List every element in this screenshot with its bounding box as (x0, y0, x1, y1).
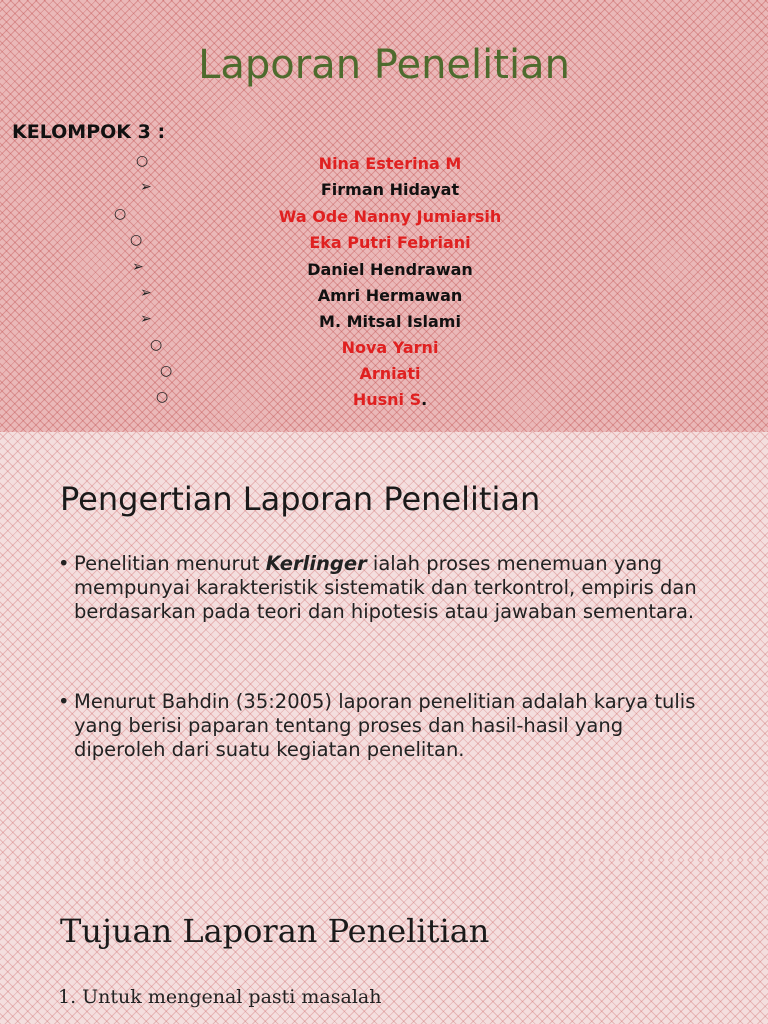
member-name: Eka Putri Febriani (309, 233, 471, 252)
slide-title: Tujuan Laporan Penelitian (60, 912, 490, 950)
slide-title: Laporan Penelitian (198, 42, 570, 88)
slide-group-members (0, 0, 768, 432)
arrow-bullet-icon: ➢ (140, 311, 152, 327)
paragraph-text: Menurut Bahdin (35:2005) laporan penelitian adalah karya tulis yang berisi paparan tentang proses dan hasil-hasil yang diperoleh dari suatu kegiatan penelitan. (74, 690, 696, 761)
member-row (0, 308, 768, 334)
member-name: Firman Hidayat (320, 180, 460, 199)
member-name: Arniati (359, 364, 421, 383)
circle-bullet-icon: ○ (114, 206, 127, 222)
paragraph-bahdin (58, 690, 718, 762)
member-name: M. Mitsal Islami (319, 312, 461, 331)
circle-bullet-icon: ○ (136, 153, 149, 169)
member-name: Husni S. (352, 390, 428, 409)
paragraph-text: Penelitian menurut Kerlinger ialah proses menemuan yang mempunyai karakteristik sistematik dan terkontrol, empiris dan berdasarkan pada teori dan hipotesis atau jawaban sementara. (74, 552, 697, 623)
numbered-item: 1. Untuk mengenal pasti masalah (58, 986, 382, 1008)
slide-definition (0, 432, 768, 860)
member-row (0, 256, 768, 282)
bullet-dot: • (58, 552, 70, 575)
member-row (0, 360, 768, 386)
slide-purpose (0, 860, 768, 1024)
arrow-bullet-icon: ➢ (132, 259, 144, 275)
member-row (0, 386, 768, 412)
member-row (0, 203, 768, 229)
circle-bullet-icon: ○ (150, 337, 163, 353)
bullet-dot: • (58, 690, 70, 713)
circle-bullet-icon: ○ (156, 389, 169, 405)
member-name: Nina Esterina M (318, 154, 462, 173)
member-row (0, 282, 768, 308)
member-row (0, 176, 768, 202)
circle-bullet-icon: ○ (130, 232, 143, 248)
member-row (0, 334, 768, 360)
paragraph-kerlinger (58, 552, 718, 624)
group-label: KELOMPOK 3 : (12, 121, 166, 143)
arrow-bullet-icon: ➢ (140, 285, 152, 301)
member-row (0, 229, 768, 255)
slide-title: Pengertian Laporan Penelitian (60, 480, 541, 518)
circle-bullet-icon: ○ (160, 363, 173, 379)
arrow-bullet-icon: ➢ (140, 179, 152, 195)
member-row (0, 150, 768, 176)
member-name: Wa Ode Nanny Jumiarsih (278, 207, 502, 226)
emphasis-text: Kerlinger (265, 552, 367, 575)
member-name: Nova Yarni (341, 338, 439, 357)
member-name: Amri Hermawan (317, 286, 463, 305)
member-name: Daniel Hendrawan (307, 260, 473, 279)
